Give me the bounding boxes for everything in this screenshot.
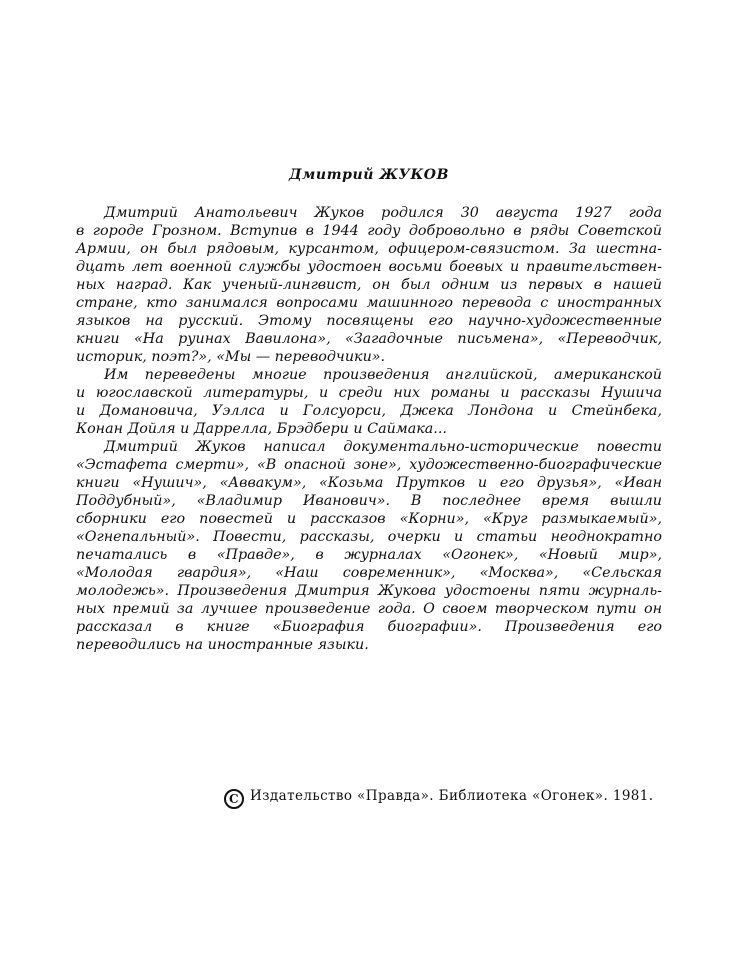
text-line: Армии, он был рядовым, курсантом, офицером-связистом. За шестна- bbox=[76, 241, 662, 257]
text-line: Им переведены многие произведения английской, американской bbox=[104, 367, 662, 383]
text-line: Дмитрий Жуков написал документально-исторические повести bbox=[104, 439, 662, 455]
text-line: книги «Нушич», «Аввакум», «Козьма Прутков и его друзья», «Иван bbox=[76, 475, 662, 491]
author-biography bbox=[76, 204, 662, 654]
text-line: молодежь». Произведения Дмитрия Жукова удостоены пяти журналь- bbox=[76, 583, 662, 599]
text-line: переводились на иностранные языки. bbox=[76, 637, 369, 653]
text-line: «Молодая гвардия», «Наш современник», «Москва», «Сельская bbox=[76, 565, 662, 581]
biography-paragraph-2 bbox=[76, 366, 662, 438]
copyright-text: Издательство «Правда». Библиотека «Огонек». 1981. bbox=[250, 788, 654, 804]
text-line: Поддубный», «Владимир Иванович». В последнее время вышли bbox=[76, 493, 662, 509]
text-line: печатались в «Правде», в журналах «Огонек», «Новый мир», bbox=[76, 547, 662, 563]
text-line: книги «На руинах Вавилона», «Загадочные письмена», «Переводчик, bbox=[76, 331, 662, 347]
copyright-icon: C bbox=[224, 789, 244, 809]
text-line: языков на русский. Этому посвящены его научно-художественные bbox=[76, 313, 662, 329]
text-line: Дмитрий Анатольевич Жуков родился 30 августа 1927 года bbox=[104, 205, 662, 221]
text-line: «Огнепальный». Повести, рассказы, очерки и статьи неоднократно bbox=[76, 529, 662, 545]
text-line: стране, кто занимался вопросами машинного перевода с иностранных bbox=[76, 295, 662, 311]
author-heading: Дмитрий ЖУКОВ bbox=[288, 167, 450, 183]
text-line: ных наград. Как ученый-лингвист, он был одним из первых в нашей bbox=[76, 277, 662, 293]
text-line: Конан Дойля и Даррелла, Брэдбери и Саймака... bbox=[76, 421, 447, 437]
text-line: историк, поэт?», «Мы — переводчики». bbox=[76, 349, 386, 365]
text-line: и Домановича, Уэллса и Голсуорси, Джека Лондона и Стейнбека, bbox=[76, 403, 662, 419]
text-line: рассказал в книге «Биография биографии». Произведения его bbox=[76, 619, 662, 635]
biography-paragraph-1 bbox=[76, 204, 662, 366]
text-line: в городе Грозном. Вступив в 1944 году добровольно в ряды Советской bbox=[76, 223, 662, 239]
copyright-notice bbox=[224, 788, 653, 809]
text-line: сборники его повестей и рассказов «Корни», «Круг размыкаемый», bbox=[76, 511, 662, 527]
text-line: и югославской литературы, и среди них романы и рассказы Нушича bbox=[76, 385, 662, 401]
text-line: ных премий за лучшее произведение года. О своем творческом пути он bbox=[76, 601, 662, 617]
biography-paragraph-3 bbox=[76, 438, 662, 654]
text-line: «Эстафета смерти», «В опасной зоне», художественно-биографические bbox=[76, 457, 662, 473]
text-line: дцать лет военной службы удостоен восьми боевых и правительствен- bbox=[76, 259, 662, 275]
